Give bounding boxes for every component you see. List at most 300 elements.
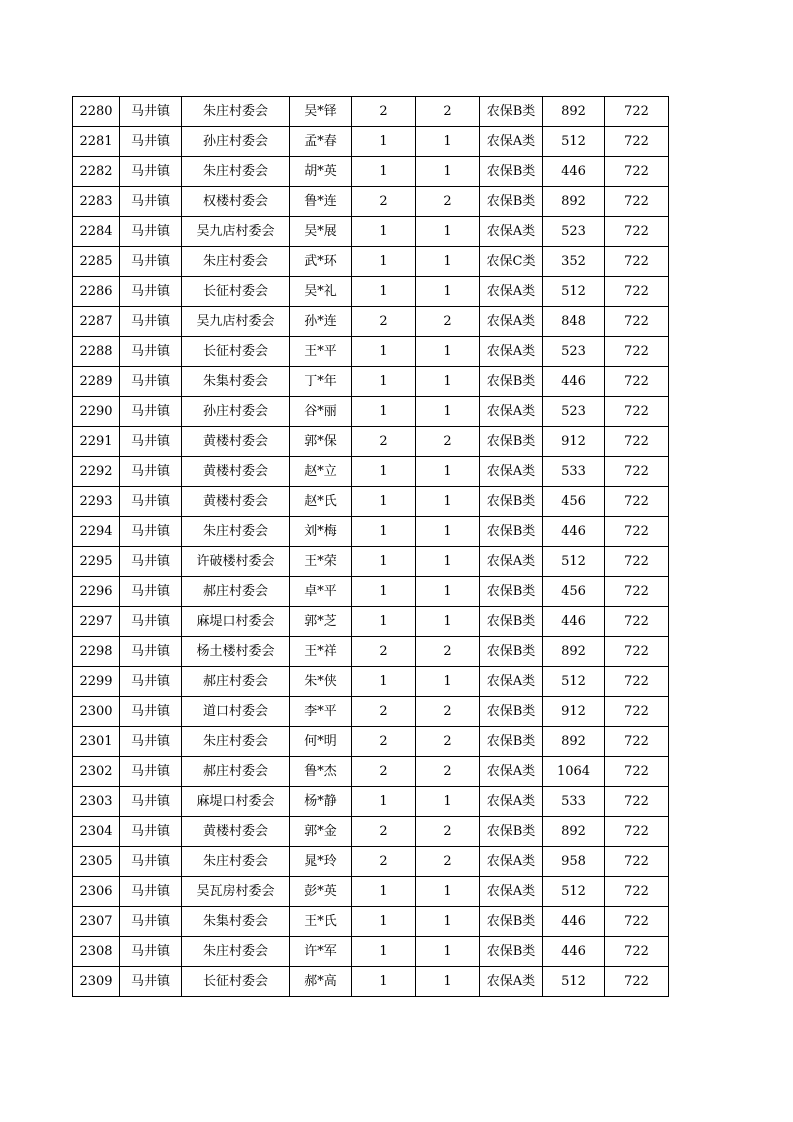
standard-cell: 722 <box>605 457 669 487</box>
village-committee-cell: 郝庄村委会 <box>182 577 290 607</box>
name-cell: 丁*年 <box>290 367 352 397</box>
household-count-cell: 1 <box>352 517 416 547</box>
town-cell: 马井镇 <box>120 247 182 277</box>
table-row <box>73 457 669 487</box>
person-count-cell: 2 <box>416 637 480 667</box>
village-committee-cell: 吴瓦房村委会 <box>182 877 290 907</box>
town-cell: 马井镇 <box>120 577 182 607</box>
name-cell: 杨*静 <box>290 787 352 817</box>
household-count-cell: 1 <box>352 877 416 907</box>
village-committee-cell: 黄楼村委会 <box>182 817 290 847</box>
amount-cell: 533 <box>543 457 605 487</box>
category-cell: 农保A类 <box>480 847 543 877</box>
person-count-cell: 1 <box>416 577 480 607</box>
name-cell: 吴*铎 <box>290 97 352 127</box>
row-number-cell: 2283 <box>73 187 120 217</box>
town-cell: 马井镇 <box>120 127 182 157</box>
table-row <box>73 907 669 937</box>
standard-cell: 722 <box>605 937 669 967</box>
person-count-cell: 1 <box>416 967 480 997</box>
person-count-cell: 1 <box>416 457 480 487</box>
household-count-cell: 1 <box>352 667 416 697</box>
row-number-cell: 2294 <box>73 517 120 547</box>
amount-cell: 912 <box>543 697 605 727</box>
village-committee-cell: 朱庄村委会 <box>182 97 290 127</box>
household-count-cell: 2 <box>352 817 416 847</box>
household-count-cell: 2 <box>352 187 416 217</box>
table-body <box>73 97 669 997</box>
category-cell: 农保B类 <box>480 817 543 847</box>
name-cell: 吴*礼 <box>290 277 352 307</box>
row-number-cell: 2281 <box>73 127 120 157</box>
town-cell: 马井镇 <box>120 367 182 397</box>
town-cell: 马井镇 <box>120 667 182 697</box>
name-cell: 刘*梅 <box>290 517 352 547</box>
row-number-cell: 2290 <box>73 397 120 427</box>
row-number-cell: 2285 <box>73 247 120 277</box>
household-count-cell: 2 <box>352 427 416 457</box>
amount-cell: 523 <box>543 337 605 367</box>
village-committee-cell: 朱庄村委会 <box>182 847 290 877</box>
standard-cell: 722 <box>605 97 669 127</box>
standard-cell: 722 <box>605 907 669 937</box>
row-number-cell: 2297 <box>73 607 120 637</box>
amount-cell: 352 <box>543 247 605 277</box>
standard-cell: 722 <box>605 247 669 277</box>
household-count-cell: 2 <box>352 757 416 787</box>
category-cell: 农保A类 <box>480 457 543 487</box>
town-cell: 马井镇 <box>120 217 182 247</box>
household-count-cell: 1 <box>352 247 416 277</box>
amount-cell: 512 <box>543 547 605 577</box>
table-row <box>73 247 669 277</box>
name-cell: 赵*立 <box>290 457 352 487</box>
person-count-cell: 1 <box>416 907 480 937</box>
village-committee-cell: 黄楼村委会 <box>182 457 290 487</box>
name-cell: 郭*金 <box>290 817 352 847</box>
table-row <box>73 127 669 157</box>
category-cell: 农保A类 <box>480 217 543 247</box>
name-cell: 何*明 <box>290 727 352 757</box>
name-cell: 许*军 <box>290 937 352 967</box>
household-count-cell: 2 <box>352 727 416 757</box>
name-cell: 鲁*杰 <box>290 757 352 787</box>
standard-cell: 722 <box>605 757 669 787</box>
row-number-cell: 2284 <box>73 217 120 247</box>
person-count-cell: 1 <box>416 877 480 907</box>
town-cell: 马井镇 <box>120 517 182 547</box>
category-cell: 农保B类 <box>480 487 543 517</box>
amount-cell: 912 <box>543 427 605 457</box>
table-row <box>73 427 669 457</box>
person-count-cell: 1 <box>416 667 480 697</box>
town-cell: 马井镇 <box>120 877 182 907</box>
household-count-cell: 1 <box>352 157 416 187</box>
amount-cell: 456 <box>543 487 605 517</box>
person-count-cell: 1 <box>416 547 480 577</box>
table-row <box>73 517 669 547</box>
person-count-cell: 2 <box>416 847 480 877</box>
village-committee-cell: 朱集村委会 <box>182 907 290 937</box>
category-cell: 农保A类 <box>480 877 543 907</box>
town-cell: 马井镇 <box>120 757 182 787</box>
name-cell: 王*荣 <box>290 547 352 577</box>
row-number-cell: 2296 <box>73 577 120 607</box>
name-cell: 李*平 <box>290 697 352 727</box>
category-cell: 农保B类 <box>480 637 543 667</box>
town-cell: 马井镇 <box>120 547 182 577</box>
table-row <box>73 487 669 517</box>
table-row <box>73 397 669 427</box>
name-cell: 武*环 <box>290 247 352 277</box>
person-count-cell: 1 <box>416 337 480 367</box>
household-count-cell: 1 <box>352 217 416 247</box>
row-number-cell: 2288 <box>73 337 120 367</box>
standard-cell: 722 <box>605 487 669 517</box>
person-count-cell: 2 <box>416 697 480 727</box>
standard-cell: 722 <box>605 697 669 727</box>
row-number-cell: 2309 <box>73 967 120 997</box>
row-number-cell: 2291 <box>73 427 120 457</box>
village-committee-cell: 许破楼村委会 <box>182 547 290 577</box>
standard-cell: 722 <box>605 817 669 847</box>
standard-cell: 722 <box>605 607 669 637</box>
name-cell: 晁*玲 <box>290 847 352 877</box>
amount-cell: 512 <box>543 967 605 997</box>
town-cell: 马井镇 <box>120 907 182 937</box>
person-count-cell: 1 <box>416 487 480 517</box>
amount-cell: 446 <box>543 937 605 967</box>
amount-cell: 446 <box>543 907 605 937</box>
name-cell: 王*平 <box>290 337 352 367</box>
name-cell: 胡*英 <box>290 157 352 187</box>
table-row <box>73 547 669 577</box>
row-number-cell: 2308 <box>73 937 120 967</box>
person-count-cell: 2 <box>416 427 480 457</box>
data-table <box>72 96 669 997</box>
town-cell: 马井镇 <box>120 697 182 727</box>
table-row <box>73 787 669 817</box>
amount-cell: 446 <box>543 607 605 637</box>
category-cell: 农保A类 <box>480 967 543 997</box>
amount-cell: 523 <box>543 397 605 427</box>
household-count-cell: 1 <box>352 277 416 307</box>
household-count-cell: 1 <box>352 397 416 427</box>
village-committee-cell: 朱庄村委会 <box>182 727 290 757</box>
town-cell: 马井镇 <box>120 157 182 187</box>
town-cell: 马井镇 <box>120 97 182 127</box>
category-cell: 农保A类 <box>480 397 543 427</box>
person-count-cell: 1 <box>416 247 480 277</box>
name-cell: 郝*高 <box>290 967 352 997</box>
standard-cell: 722 <box>605 877 669 907</box>
person-count-cell: 1 <box>416 397 480 427</box>
amount-cell: 892 <box>543 187 605 217</box>
name-cell: 孟*春 <box>290 127 352 157</box>
person-count-cell: 1 <box>416 217 480 247</box>
standard-cell: 722 <box>605 727 669 757</box>
name-cell: 郭*保 <box>290 427 352 457</box>
table-row <box>73 967 669 997</box>
row-number-cell: 2299 <box>73 667 120 697</box>
standard-cell: 722 <box>605 547 669 577</box>
household-count-cell: 2 <box>352 637 416 667</box>
category-cell: 农保B类 <box>480 577 543 607</box>
row-number-cell: 2286 <box>73 277 120 307</box>
name-cell: 郭*芝 <box>290 607 352 637</box>
person-count-cell: 2 <box>416 817 480 847</box>
row-number-cell: 2292 <box>73 457 120 487</box>
town-cell: 马井镇 <box>120 277 182 307</box>
town-cell: 马井镇 <box>120 187 182 217</box>
table-row <box>73 757 669 787</box>
table-row <box>73 937 669 967</box>
person-count-cell: 2 <box>416 187 480 217</box>
row-number-cell: 2282 <box>73 157 120 187</box>
village-committee-cell: 道口村委会 <box>182 697 290 727</box>
person-count-cell: 2 <box>416 307 480 337</box>
household-count-cell: 2 <box>352 847 416 877</box>
row-number-cell: 2303 <box>73 787 120 817</box>
table-row <box>73 697 669 727</box>
village-committee-cell: 朱庄村委会 <box>182 517 290 547</box>
row-number-cell: 2301 <box>73 727 120 757</box>
name-cell: 谷*丽 <box>290 397 352 427</box>
person-count-cell: 2 <box>416 757 480 787</box>
name-cell: 鲁*连 <box>290 187 352 217</box>
row-number-cell: 2300 <box>73 697 120 727</box>
row-number-cell: 2304 <box>73 817 120 847</box>
amount-cell: 1064 <box>543 757 605 787</box>
village-committee-cell: 黄楼村委会 <box>182 487 290 517</box>
category-cell: 农保A类 <box>480 667 543 697</box>
name-cell: 彭*英 <box>290 877 352 907</box>
table-row <box>73 877 669 907</box>
household-count-cell: 1 <box>352 907 416 937</box>
category-cell: 农保A类 <box>480 547 543 577</box>
amount-cell: 892 <box>543 817 605 847</box>
table-row <box>73 607 669 637</box>
standard-cell: 722 <box>605 667 669 697</box>
standard-cell: 722 <box>605 157 669 187</box>
village-committee-cell: 权楼村委会 <box>182 187 290 217</box>
person-count-cell: 1 <box>416 277 480 307</box>
household-count-cell: 1 <box>352 577 416 607</box>
amount-cell: 533 <box>543 787 605 817</box>
village-committee-cell: 朱集村委会 <box>182 367 290 397</box>
category-cell: 农保A类 <box>480 337 543 367</box>
village-committee-cell: 麻堤口村委会 <box>182 787 290 817</box>
row-number-cell: 2302 <box>73 757 120 787</box>
town-cell: 马井镇 <box>120 487 182 517</box>
amount-cell: 523 <box>543 217 605 247</box>
standard-cell: 722 <box>605 367 669 397</box>
village-committee-cell: 孙庄村委会 <box>182 397 290 427</box>
table-row <box>73 817 669 847</box>
standard-cell: 722 <box>605 577 669 607</box>
town-cell: 马井镇 <box>120 817 182 847</box>
category-cell: 农保A类 <box>480 757 543 787</box>
village-committee-cell: 孙庄村委会 <box>182 127 290 157</box>
village-committee-cell: 长征村委会 <box>182 277 290 307</box>
table-row <box>73 337 669 367</box>
amount-cell: 456 <box>543 577 605 607</box>
standard-cell: 722 <box>605 517 669 547</box>
village-committee-cell: 吴九店村委会 <box>182 217 290 247</box>
standard-cell: 722 <box>605 637 669 667</box>
standard-cell: 722 <box>605 277 669 307</box>
standard-cell: 722 <box>605 847 669 877</box>
town-cell: 马井镇 <box>120 787 182 817</box>
table-row <box>73 847 669 877</box>
household-count-cell: 2 <box>352 307 416 337</box>
name-cell: 王*祥 <box>290 637 352 667</box>
table-row <box>73 307 669 337</box>
household-count-cell: 1 <box>352 607 416 637</box>
village-committee-cell: 郝庄村委会 <box>182 757 290 787</box>
row-number-cell: 2305 <box>73 847 120 877</box>
amount-cell: 848 <box>543 307 605 337</box>
amount-cell: 512 <box>543 127 605 157</box>
household-count-cell: 1 <box>352 457 416 487</box>
category-cell: 农保B类 <box>480 427 543 457</box>
person-count-cell: 2 <box>416 97 480 127</box>
town-cell: 马井镇 <box>120 307 182 337</box>
village-committee-cell: 朱庄村委会 <box>182 937 290 967</box>
table-row <box>73 577 669 607</box>
table-row <box>73 187 669 217</box>
standard-cell: 722 <box>605 187 669 217</box>
name-cell: 赵*氏 <box>290 487 352 517</box>
village-committee-cell: 麻堤口村委会 <box>182 607 290 637</box>
person-count-cell: 1 <box>416 517 480 547</box>
row-number-cell: 2307 <box>73 907 120 937</box>
standard-cell: 722 <box>605 337 669 367</box>
amount-cell: 892 <box>543 637 605 667</box>
category-cell: 农保A类 <box>480 787 543 817</box>
table-row <box>73 727 669 757</box>
table-row <box>73 667 669 697</box>
name-cell: 孙*连 <box>290 307 352 337</box>
row-number-cell: 2295 <box>73 547 120 577</box>
town-cell: 马井镇 <box>120 847 182 877</box>
row-number-cell: 2289 <box>73 367 120 397</box>
village-committee-cell: 长征村委会 <box>182 967 290 997</box>
category-cell: 农保B类 <box>480 937 543 967</box>
household-count-cell: 1 <box>352 127 416 157</box>
village-committee-cell: 杨土楼村委会 <box>182 637 290 667</box>
standard-cell: 722 <box>605 787 669 817</box>
household-count-cell: 1 <box>352 337 416 367</box>
amount-cell: 446 <box>543 157 605 187</box>
person-count-cell: 1 <box>416 157 480 187</box>
town-cell: 马井镇 <box>120 607 182 637</box>
town-cell: 马井镇 <box>120 637 182 667</box>
household-count-cell: 2 <box>352 97 416 127</box>
village-committee-cell: 长征村委会 <box>182 337 290 367</box>
village-committee-cell: 朱庄村委会 <box>182 157 290 187</box>
person-count-cell: 1 <box>416 127 480 157</box>
category-cell: 农保A类 <box>480 127 543 157</box>
standard-cell: 722 <box>605 397 669 427</box>
standard-cell: 722 <box>605 127 669 157</box>
table-row <box>73 367 669 397</box>
town-cell: 马井镇 <box>120 427 182 457</box>
household-count-cell: 1 <box>352 967 416 997</box>
person-count-cell: 1 <box>416 367 480 397</box>
amount-cell: 446 <box>543 517 605 547</box>
row-number-cell: 2298 <box>73 637 120 667</box>
category-cell: 农保B类 <box>480 97 543 127</box>
category-cell: 农保B类 <box>480 187 543 217</box>
amount-cell: 512 <box>543 877 605 907</box>
town-cell: 马井镇 <box>120 937 182 967</box>
town-cell: 马井镇 <box>120 967 182 997</box>
standard-cell: 722 <box>605 427 669 457</box>
amount-cell: 958 <box>543 847 605 877</box>
name-cell: 卓*平 <box>290 577 352 607</box>
household-count-cell: 1 <box>352 547 416 577</box>
category-cell: 农保B类 <box>480 157 543 187</box>
standard-cell: 722 <box>605 217 669 247</box>
village-committee-cell: 朱庄村委会 <box>182 247 290 277</box>
table-row <box>73 157 669 187</box>
category-cell: 农保B类 <box>480 727 543 757</box>
person-count-cell: 2 <box>416 727 480 757</box>
town-cell: 马井镇 <box>120 727 182 757</box>
table-row <box>73 217 669 247</box>
town-cell: 马井镇 <box>120 337 182 367</box>
standard-cell: 722 <box>605 307 669 337</box>
row-number-cell: 2293 <box>73 487 120 517</box>
name-cell: 朱*侠 <box>290 667 352 697</box>
amount-cell: 512 <box>543 667 605 697</box>
household-count-cell: 1 <box>352 787 416 817</box>
town-cell: 马井镇 <box>120 457 182 487</box>
amount-cell: 446 <box>543 367 605 397</box>
household-count-cell: 1 <box>352 937 416 967</box>
category-cell: 农保B类 <box>480 517 543 547</box>
category-cell: 农保B类 <box>480 607 543 637</box>
name-cell: 吴*展 <box>290 217 352 247</box>
row-number-cell: 2306 <box>73 877 120 907</box>
table-row <box>73 97 669 127</box>
category-cell: 农保B类 <box>480 907 543 937</box>
household-count-cell: 1 <box>352 487 416 517</box>
standard-cell: 722 <box>605 967 669 997</box>
village-committee-cell: 郝庄村委会 <box>182 667 290 697</box>
row-number-cell: 2280 <box>73 97 120 127</box>
category-cell: 农保A类 <box>480 277 543 307</box>
name-cell: 王*氏 <box>290 907 352 937</box>
category-cell: 农保B类 <box>480 367 543 397</box>
person-count-cell: 1 <box>416 937 480 967</box>
amount-cell: 892 <box>543 97 605 127</box>
village-committee-cell: 吴九店村委会 <box>182 307 290 337</box>
person-count-cell: 1 <box>416 787 480 817</box>
category-cell: 农保C类 <box>480 247 543 277</box>
amount-cell: 892 <box>543 727 605 757</box>
amount-cell: 512 <box>543 277 605 307</box>
person-count-cell: 1 <box>416 607 480 637</box>
table-row <box>73 637 669 667</box>
row-number-cell: 2287 <box>73 307 120 337</box>
household-count-cell: 2 <box>352 697 416 727</box>
town-cell: 马井镇 <box>120 397 182 427</box>
category-cell: 农保B类 <box>480 697 543 727</box>
table-row <box>73 277 669 307</box>
category-cell: 农保A类 <box>480 307 543 337</box>
